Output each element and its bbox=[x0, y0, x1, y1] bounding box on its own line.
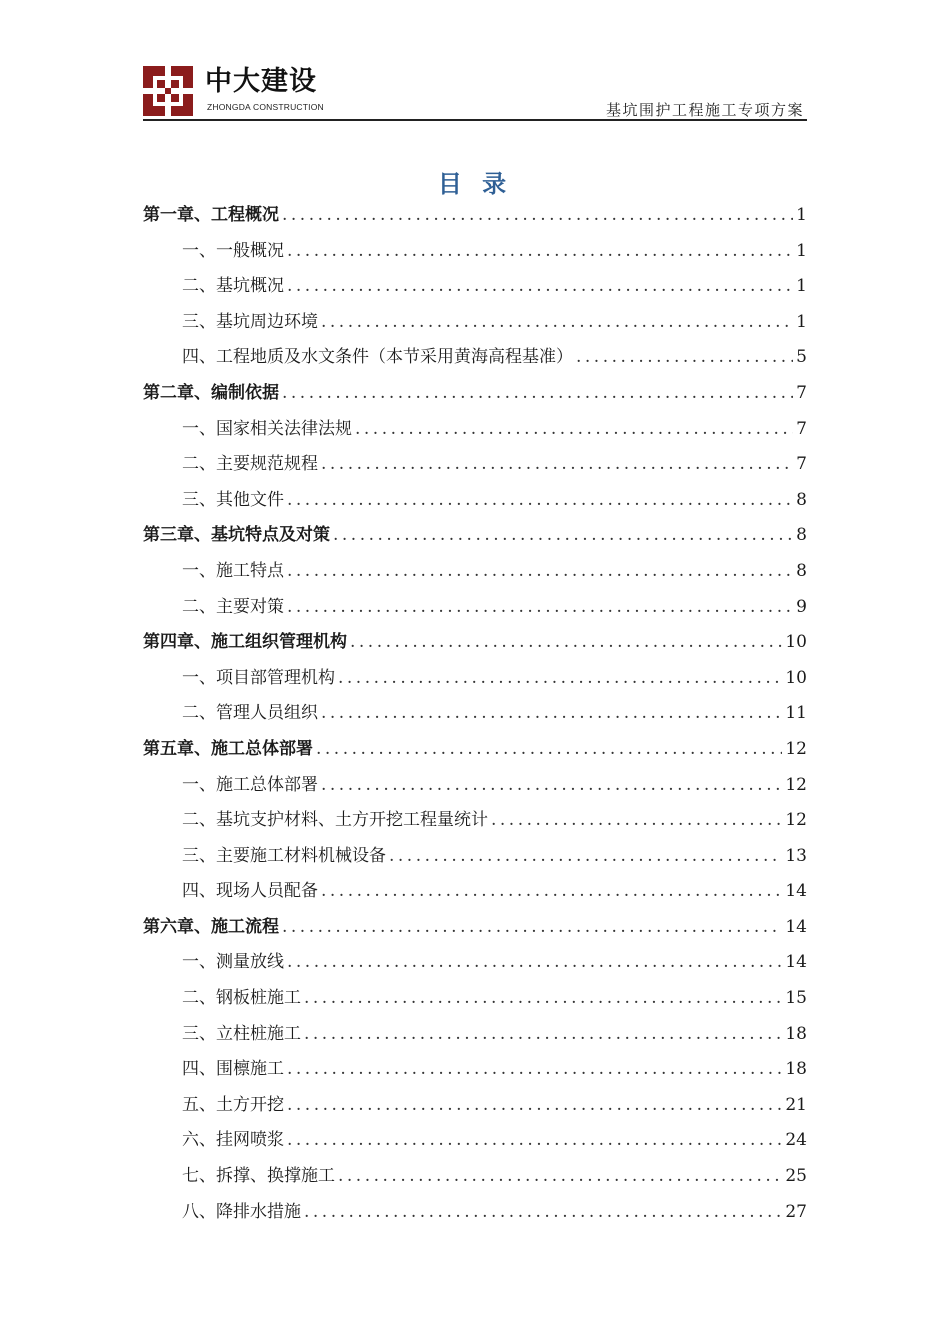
toc-section-entry[interactable] bbox=[143, 945, 807, 981]
toc-dot-leader bbox=[321, 874, 782, 910]
header-divider bbox=[143, 119, 807, 121]
toc-entry-label: 二、基坑概况 bbox=[182, 276, 284, 297]
toc-section-entry[interactable] bbox=[143, 554, 807, 590]
toc-dot-leader bbox=[287, 483, 793, 519]
toc-page-number: 27 bbox=[785, 1201, 807, 1222]
toc-page-number: 21 bbox=[785, 1094, 807, 1115]
toc-page-number: 15 bbox=[785, 988, 807, 1009]
toc-section-entry[interactable] bbox=[143, 269, 807, 305]
toc-entry-label: 五、土方开挖 bbox=[182, 1094, 284, 1115]
brand-name-english: ZHONGDA CONSTRUCTION bbox=[207, 102, 324, 112]
toc-chapter-entry[interactable] bbox=[143, 198, 807, 234]
table-of-contents bbox=[143, 198, 807, 1230]
toc-dot-leader bbox=[304, 1017, 782, 1053]
toc-page-number: 24 bbox=[785, 1130, 807, 1151]
toc-page-number: 12 bbox=[785, 774, 807, 795]
toc-section-entry[interactable] bbox=[143, 590, 807, 626]
toc-section-entry[interactable] bbox=[143, 696, 807, 732]
toc-section-entry[interactable] bbox=[143, 447, 807, 483]
toc-entry-label: 三、立柱桩施工 bbox=[182, 1023, 301, 1044]
document-title: 基坑围护工程施工专项方案 bbox=[605, 101, 804, 119]
toc-page-number: 25 bbox=[785, 1166, 807, 1187]
toc-page-number: 1 bbox=[796, 240, 807, 261]
toc-section-entry[interactable] bbox=[143, 1159, 807, 1195]
toc-entry-label: 二、基坑支护材料、土方开挖工程量统计 bbox=[182, 810, 488, 831]
toc-page-number: 9 bbox=[796, 596, 807, 617]
toc-page-number: 7 bbox=[796, 454, 807, 475]
toc-section-entry[interactable] bbox=[143, 1195, 807, 1231]
toc-chapter-entry[interactable] bbox=[143, 910, 807, 946]
toc-entry-label: 一、项目部管理机构 bbox=[182, 667, 335, 688]
toc-dot-leader bbox=[389, 839, 782, 875]
toc-section-entry[interactable] bbox=[143, 340, 807, 376]
toc-page-number: 1 bbox=[796, 205, 807, 225]
toc-dot-leader bbox=[321, 768, 782, 804]
toc-page-number: 10 bbox=[785, 667, 807, 688]
toc-entry-label: 一、施工总体部署 bbox=[182, 774, 318, 795]
toc-dot-leader bbox=[304, 981, 782, 1017]
toc-page-number: 10 bbox=[785, 632, 807, 653]
toc-dot-leader bbox=[282, 198, 793, 234]
toc-section-entry[interactable] bbox=[143, 305, 807, 341]
toc-page-number: 14 bbox=[785, 881, 807, 902]
toc-page-number: 11 bbox=[785, 703, 807, 724]
toc-section-entry[interactable] bbox=[143, 483, 807, 519]
toc-page-number: 14 bbox=[785, 916, 807, 937]
toc-chapter-entry[interactable] bbox=[143, 625, 807, 661]
toc-section-entry[interactable] bbox=[143, 661, 807, 697]
toc-dot-leader bbox=[287, 269, 793, 305]
toc-entry-label: 第六章、施工流程 bbox=[143, 916, 279, 937]
toc-dot-leader bbox=[287, 554, 793, 590]
toc-page-number: 7 bbox=[796, 382, 807, 403]
toc-dot-leader bbox=[287, 1052, 782, 1088]
toc-chapter-entry[interactable] bbox=[143, 518, 807, 554]
toc-section-entry[interactable] bbox=[143, 981, 807, 1017]
toc-entry-label: 四、工程地质及水文条件（本节采用黄海高程基准） bbox=[182, 347, 573, 368]
toc-chapter-entry[interactable] bbox=[143, 732, 807, 768]
toc-entry-label: 一、一般概况 bbox=[182, 240, 284, 261]
toc-dot-leader bbox=[350, 625, 782, 661]
toc-entry-label: 一、施工特点 bbox=[182, 560, 284, 581]
toc-entry-label: 四、围檩施工 bbox=[182, 1059, 284, 1080]
toc-entry-label: 第三章、基坑特点及对策 bbox=[143, 525, 330, 546]
toc-page-number: 12 bbox=[785, 810, 807, 831]
toc-entry-label: 六、挂网喷浆 bbox=[182, 1130, 284, 1151]
toc-dot-leader bbox=[576, 340, 793, 376]
toc-entry-label: 四、现场人员配备 bbox=[182, 881, 318, 902]
toc-dot-leader bbox=[287, 234, 793, 270]
toc-section-entry[interactable] bbox=[143, 1017, 807, 1053]
brand-name-chinese: 中大建设 bbox=[205, 66, 317, 97]
toc-entry-label: 第一章、工程概况 bbox=[143, 205, 279, 225]
toc-page-number: 8 bbox=[796, 489, 807, 510]
toc-entry-label: 八、降排水措施 bbox=[182, 1201, 301, 1222]
toc-dot-leader bbox=[338, 1159, 782, 1195]
toc-entry-label: 三、主要施工材料机械设备 bbox=[182, 845, 386, 866]
toc-page-number: 18 bbox=[785, 1059, 807, 1080]
toc-section-entry[interactable] bbox=[143, 1088, 807, 1124]
toc-page-number: 5 bbox=[796, 347, 807, 368]
toc-entry-label: 第四章、施工组织管理机构 bbox=[143, 632, 347, 653]
toc-entry-label: 二、主要对策 bbox=[182, 596, 284, 617]
toc-dot-leader bbox=[287, 945, 782, 981]
toc-heading: 目 录 bbox=[437, 170, 513, 198]
toc-entry-label: 第二章、编制依据 bbox=[143, 382, 279, 403]
zhongda-logo-icon bbox=[143, 66, 193, 116]
toc-page-number: 8 bbox=[796, 525, 807, 546]
toc-dot-leader bbox=[321, 696, 782, 732]
toc-section-entry[interactable] bbox=[143, 1052, 807, 1088]
toc-section-entry[interactable] bbox=[143, 1123, 807, 1159]
toc-page-number: 1 bbox=[796, 311, 807, 332]
toc-page-number: 18 bbox=[785, 1023, 807, 1044]
toc-entry-label: 二、主要规范规程 bbox=[182, 454, 318, 475]
toc-dot-leader bbox=[287, 590, 793, 626]
toc-dot-leader bbox=[304, 1195, 782, 1231]
toc-entry-label: 七、拆撑、换撑施工 bbox=[182, 1166, 335, 1187]
toc-page-number: 13 bbox=[785, 845, 807, 866]
toc-dot-leader bbox=[316, 732, 782, 768]
toc-section-entry[interactable] bbox=[143, 839, 807, 875]
toc-section-entry[interactable] bbox=[143, 234, 807, 270]
toc-section-entry[interactable] bbox=[143, 874, 807, 910]
toc-page-number: 8 bbox=[796, 560, 807, 581]
toc-page-number: 7 bbox=[796, 418, 807, 439]
toc-page-number: 12 bbox=[785, 738, 807, 759]
toc-dot-leader bbox=[491, 803, 782, 839]
toc-dot-leader bbox=[282, 910, 782, 946]
toc-entry-label: 一、国家相关法律法规 bbox=[182, 418, 352, 439]
toc-dot-leader bbox=[321, 447, 793, 483]
toc-page-number: 1 bbox=[796, 276, 807, 297]
toc-entry-label: 二、钢板桩施工 bbox=[182, 988, 301, 1009]
toc-dot-leader bbox=[333, 518, 793, 554]
toc-dot-leader bbox=[287, 1088, 782, 1124]
toc-entry-label: 第五章、施工总体部署 bbox=[143, 738, 313, 759]
toc-dot-leader bbox=[355, 412, 793, 448]
toc-chapter-entry[interactable] bbox=[143, 376, 807, 412]
toc-dot-leader bbox=[338, 661, 782, 697]
toc-entry-label: 三、其他文件 bbox=[182, 489, 284, 510]
toc-entry-label: 二、管理人员组织 bbox=[182, 703, 318, 724]
toc-entry-label: 一、测量放线 bbox=[182, 952, 284, 973]
toc-entry-label: 三、基坑周边环境 bbox=[182, 311, 318, 332]
toc-dot-leader bbox=[287, 1123, 782, 1159]
toc-section-entry[interactable] bbox=[143, 412, 807, 448]
toc-page-number: 14 bbox=[785, 952, 807, 973]
toc-dot-leader bbox=[282, 376, 793, 412]
toc-dot-leader bbox=[321, 305, 793, 341]
toc-section-entry[interactable] bbox=[143, 803, 807, 839]
toc-section-entry[interactable] bbox=[143, 768, 807, 804]
